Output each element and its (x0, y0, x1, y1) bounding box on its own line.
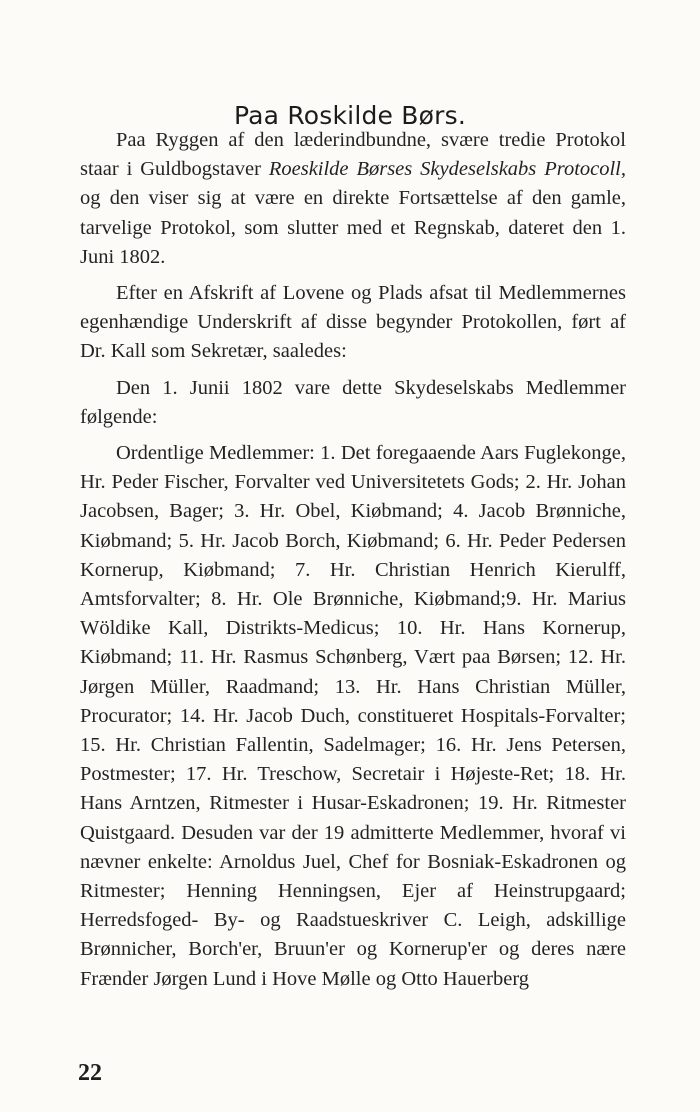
page-number: 22 (78, 1060, 102, 1086)
paragraph-2 (80, 279, 626, 367)
paragraph-4-text: Ordentlige Medlemmer: 1. Det foregaaende Aars Fuglekonge, Hr. Peder Fischer, Forvalter ved Universitetets Gods; 2. Hr. Johan Jacobsen, Bager; 3. Hr. Obel, Kiøbmand; 4. Jacob Brønniche, Kiøbmand; 5. Hr. Jacob Borch, Kiøbmand; 6. Hr. Peder Pedersen Kornerup, Kiøbmand; 7. Hr. Christian Henrich Kierulff, Amtsforvalter; 8. Hr. Ole Brønniche, Kiøbmand;9. Hr. Marius Wöldike Kall, Distrikts-Medicus; 10. Hr. Hans Kornerup, Kiøbmand; 11. Hr. Rasmus Schønberg, Vært paa Børsen; 12. Hr. Jørgen Müller, Raadmand; 13. Hr. Hans Christian Müller, Procurator; 14. Hr. Jacob Duch, constitueret Hospitals-Forvalter; 15. Hr. Christian Fallentin, Sadelmager; 16. Hr. Jens Petersen, Postmester; 17. Hr. Treschow, Secretair i Højeste-Ret; 18. Hr. Hans Arntzen, Ritmester i Husar-Eskadronen; 19. Hr. Ritmester Quistgaard. Desuden var der 19 admitterte Medlemmer, hvoraf vi nævner enkelte: Arnoldus Juel, Chef for Bosniak-Eskadronen og Ritmester; Henning Henningsen, Ejer af Heinstrupgaard; Herredsfoged- By- og Raadstueskriver C. Leigh, adskillige Brønnicher, Borch'er, Bruun'er og Kornerup'er og deres nære Frænder Jørgen Lund i Hove Mølle og Otto Hauerberg (80, 442, 626, 990)
protocol-title-italic: Roeskilde Børses Skydeselskabs Protocoll, (268, 158, 627, 181)
paragraph-2-text: Efter en Afskrift af Lovene og Plads afsat til Medlemmernes egenhændige Underskrift af disse begynder Protokollen, ført af Dr. Kall som Sekretær, saaledes: (80, 282, 626, 363)
paragraph-4 (80, 439, 626, 994)
paragraph-3-text: Den 1. Junii 1802 vare dette Skydeselskabs Medlemmer følgende: (80, 376, 626, 428)
paragraph-1 (80, 126, 626, 272)
page-title: Paa Roskilde Børs. (234, 100, 466, 130)
paragraph-1-text-1: Paa Ryggen af den læderindbundne, svære tredie Protokol staar i Guldbogstaver (80, 129, 626, 181)
body-text (80, 126, 626, 1001)
paragraph-1-text-2: og den viser sig at være en direkte Fortsættelse af den gamle, tarvelige Protokol, som slutter med et Regnskab, dateret den 1. Juni 1802. (80, 187, 626, 268)
paragraph-3 (80, 374, 626, 432)
